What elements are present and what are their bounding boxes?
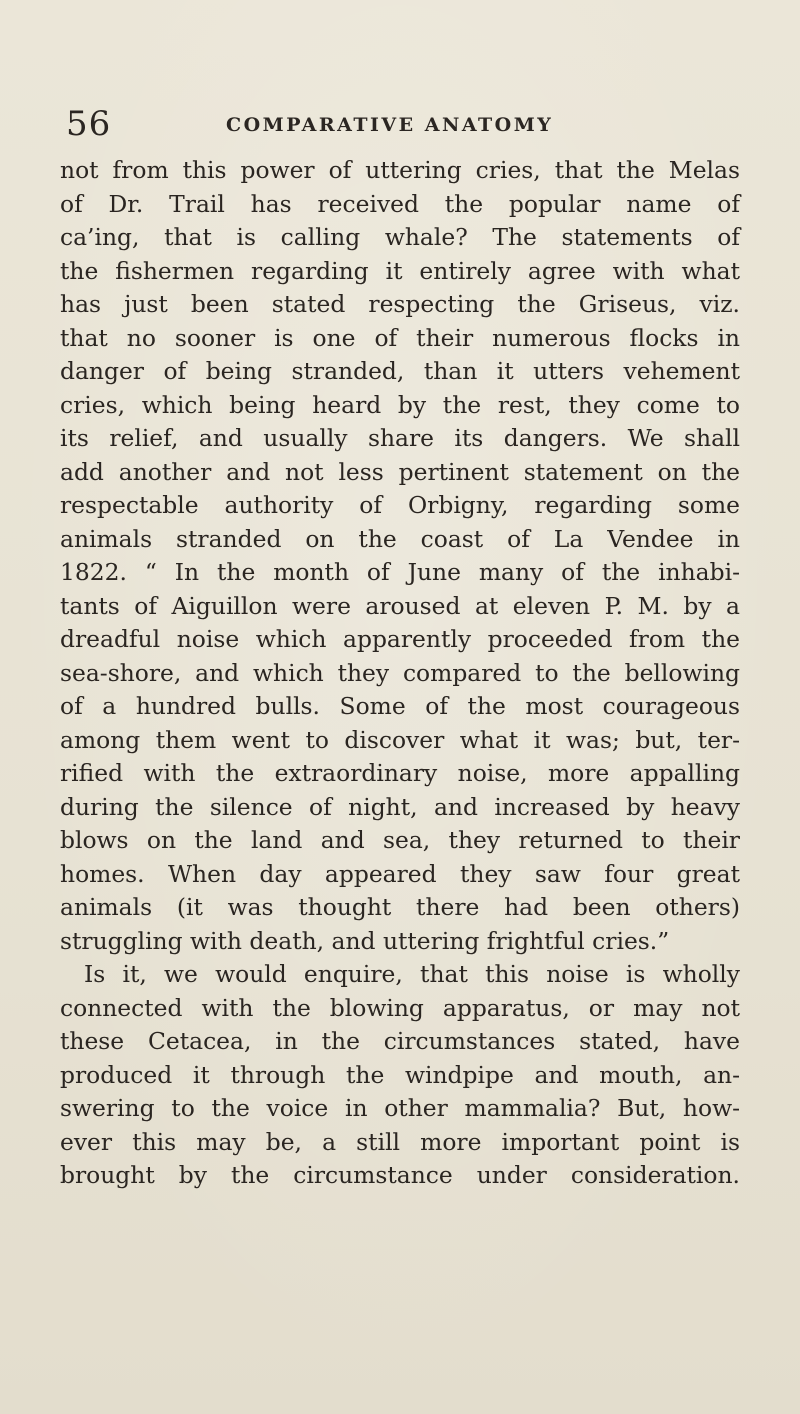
text-line: produced it through the windpipe and mouth, an- [60, 1060, 740, 1089]
text-line: not from this power of uttering cries, that the Melas [60, 156, 740, 184]
text-line: of a hundred bulls. Some of the most courageous [60, 692, 740, 720]
text-line: danger of being stranded, than it utters vehement [60, 357, 740, 385]
text-line: sea-shore, and which they compared to the bellowing [60, 658, 740, 687]
text-line: 1822. “ In the month of June many of the inhabi- [60, 558, 740, 586]
text-line: rified with the extraordinary noise, more appalling [60, 759, 740, 787]
text-line: cries, which being heard by the rest, they come to [60, 390, 740, 419]
running-title: COMPARATIVE ANATOMY [226, 114, 554, 136]
text-line: that no sooner is one of their numerous flocks in [60, 323, 740, 352]
text-line: ever this may be, a still more important point is [60, 1127, 740, 1156]
text-line: its relief, and usually share its dangers. We shall [60, 424, 740, 452]
text-line: dreadful noise which apparently proceeded from the [60, 625, 740, 653]
text-line: blows on the land and sea, they returned to their [60, 826, 740, 854]
text-line: animals stranded on the coast of La Vendee in [60, 524, 740, 553]
body-text [60, 154, 740, 1193]
text-line: animals (it was thought there had been others) [60, 893, 740, 921]
running-head [66, 104, 734, 144]
text-line: add another and not less pertinent statement on the [60, 457, 740, 486]
paragraph-start-line: Is it, we would enquire, that this noise is wholly [84, 960, 740, 988]
page-number: 56 [66, 104, 112, 144]
text-line: struggling with death, and uttering frightful cries.” [60, 926, 670, 955]
text-line: of Dr. Trail has received the popular name of [60, 189, 740, 218]
text-line: among them went to discover what it was; but, ter- [60, 725, 740, 754]
text-line: during the silence of night, and increased by heavy [60, 792, 740, 821]
text-line: ca’ing, that is calling whale? The statements of [60, 223, 740, 251]
text-line: the fishermen regarding it entirely agree with what [60, 256, 740, 285]
text-line: connected with the blowing apparatus, or may not [60, 993, 740, 1022]
text-line: respectable authority of Orbigny, regarding some [60, 491, 740, 519]
text-line: has just been stated respecting the Griseus, viz. [60, 290, 740, 318]
text-line: brought by the circumstance under consideration. [60, 1161, 740, 1189]
text-line: swering to the voice in other mammalia? But, how- [60, 1094, 740, 1122]
text-line: homes. When day appeared they saw four great [60, 859, 740, 888]
text-line: tants of Aiguillon were aroused at eleven P. M. by a [60, 591, 740, 620]
text-line: these Cetacea, in the circumstances stated, have [60, 1027, 740, 1055]
